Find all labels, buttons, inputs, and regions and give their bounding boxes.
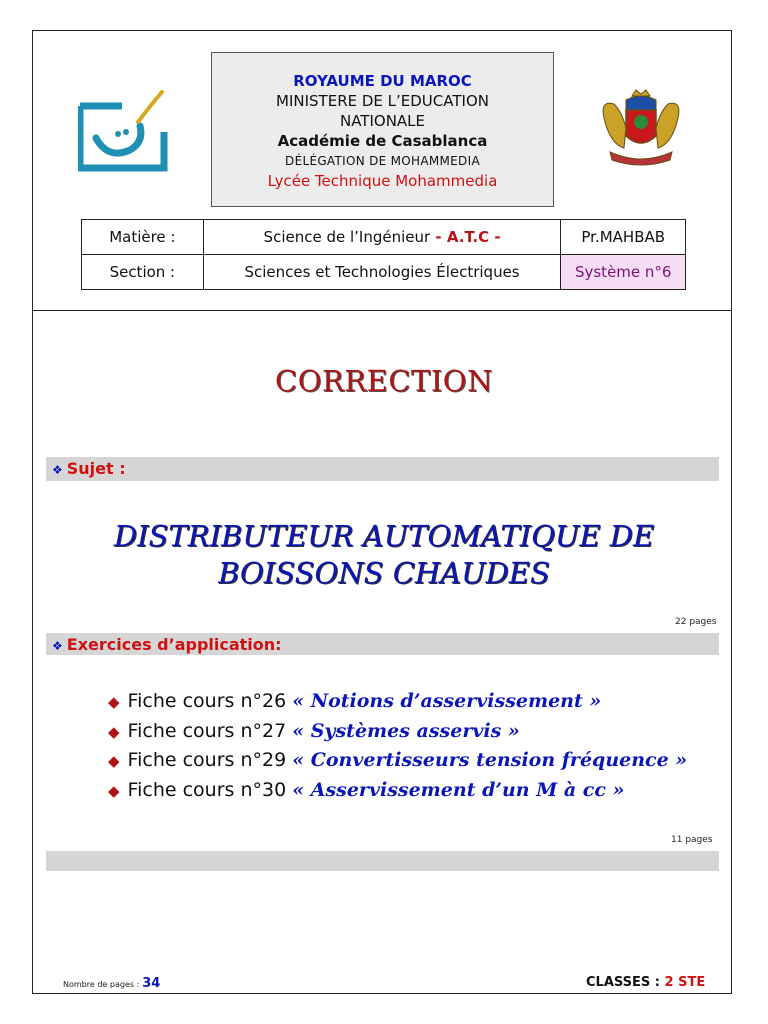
matiere-label: Matière : <box>82 220 204 255</box>
fiche-title: « Notions d’asservissement » <box>292 690 602 712</box>
classes <box>586 975 705 990</box>
ministry-logo-icon <box>78 88 168 172</box>
section-name: Sciences et Technologies Électriques <box>203 255 561 290</box>
fiche-number: Fiche cours n°26 <box>127 690 287 712</box>
system-number: Système n°6 <box>561 255 686 290</box>
diamond-icon: ❖ <box>52 463 63 477</box>
list-item <box>108 749 687 779</box>
fiche-number: Fiche cours n°29 <box>127 749 287 771</box>
lycee-name: Lycée Technique Mohammedia <box>267 172 498 190</box>
diamond-icon: ◆ <box>108 781 120 800</box>
sujet-pages: 22 pages <box>675 617 717 627</box>
subject-atc: - A.T.C - <box>430 228 501 246</box>
subject-name: Science de l’Ingénieur <box>263 228 431 246</box>
institution-header <box>211 52 554 207</box>
ministry-line-1: MINISTERE DE L’EDUCATION <box>276 92 489 110</box>
page-count <box>63 976 160 991</box>
ministry-line-2: NATIONALE <box>339 112 426 130</box>
table-row <box>82 220 686 255</box>
subject-cell <box>203 220 561 255</box>
classes-value: 2 STE <box>664 975 706 990</box>
page-count-value: 34 <box>142 976 161 991</box>
fiche-title: « Systèmes asservis » <box>292 719 520 742</box>
diamond-icon: ◆ <box>108 693 120 711</box>
list-item <box>108 779 687 809</box>
subject-title-line-2: BOISSONS CHAUDES <box>218 556 550 590</box>
diamond-icon: ❖ <box>52 639 63 653</box>
subject-title <box>0 518 768 592</box>
fiche-title: « Convertisseurs tension fréquence » <box>292 749 688 771</box>
sujet-label: Sujet : <box>66 459 126 478</box>
page-count-label: Nombre de pages : <box>63 980 140 989</box>
correction-title: CORRECTION <box>275 364 493 398</box>
classes-label: CLASSES : <box>586 975 660 990</box>
exercices-label: Exercices d’application: <box>66 635 282 654</box>
exercices-pages: 11 pages <box>671 835 713 845</box>
exercices-bar <box>46 633 719 655</box>
sujet-bar <box>46 457 719 481</box>
empty-bar <box>46 851 719 871</box>
fiche-title: « Asservissement d’un M à cc » <box>292 778 625 801</box>
delegation-name: DÉLÉGATION DE MOHAMMEDIA <box>285 154 480 168</box>
section-label: Section : <box>82 255 204 290</box>
fiche-list <box>108 690 687 808</box>
academy-name: Académie de Casablanca <box>277 132 488 150</box>
header-divider <box>32 310 732 311</box>
royal-coat-of-arms-icon <box>596 88 686 168</box>
fiche-number: Fiche cours n°30 <box>127 778 287 801</box>
table-row <box>82 255 686 290</box>
list-item <box>108 690 687 720</box>
list-item <box>108 720 687 750</box>
fiche-number: Fiche cours n°27 <box>127 719 287 742</box>
subject-title-line-1: DISTRIBUTEUR AUTOMATIQUE DE <box>113 519 655 553</box>
course-info-table <box>81 219 686 290</box>
diamond-icon: ◆ <box>108 722 120 741</box>
teacher-name: Pr.MAHBAB <box>561 220 686 255</box>
diamond-icon: ◆ <box>108 752 120 770</box>
kingdom-title: ROYAUME DU MAROC <box>293 72 472 90</box>
